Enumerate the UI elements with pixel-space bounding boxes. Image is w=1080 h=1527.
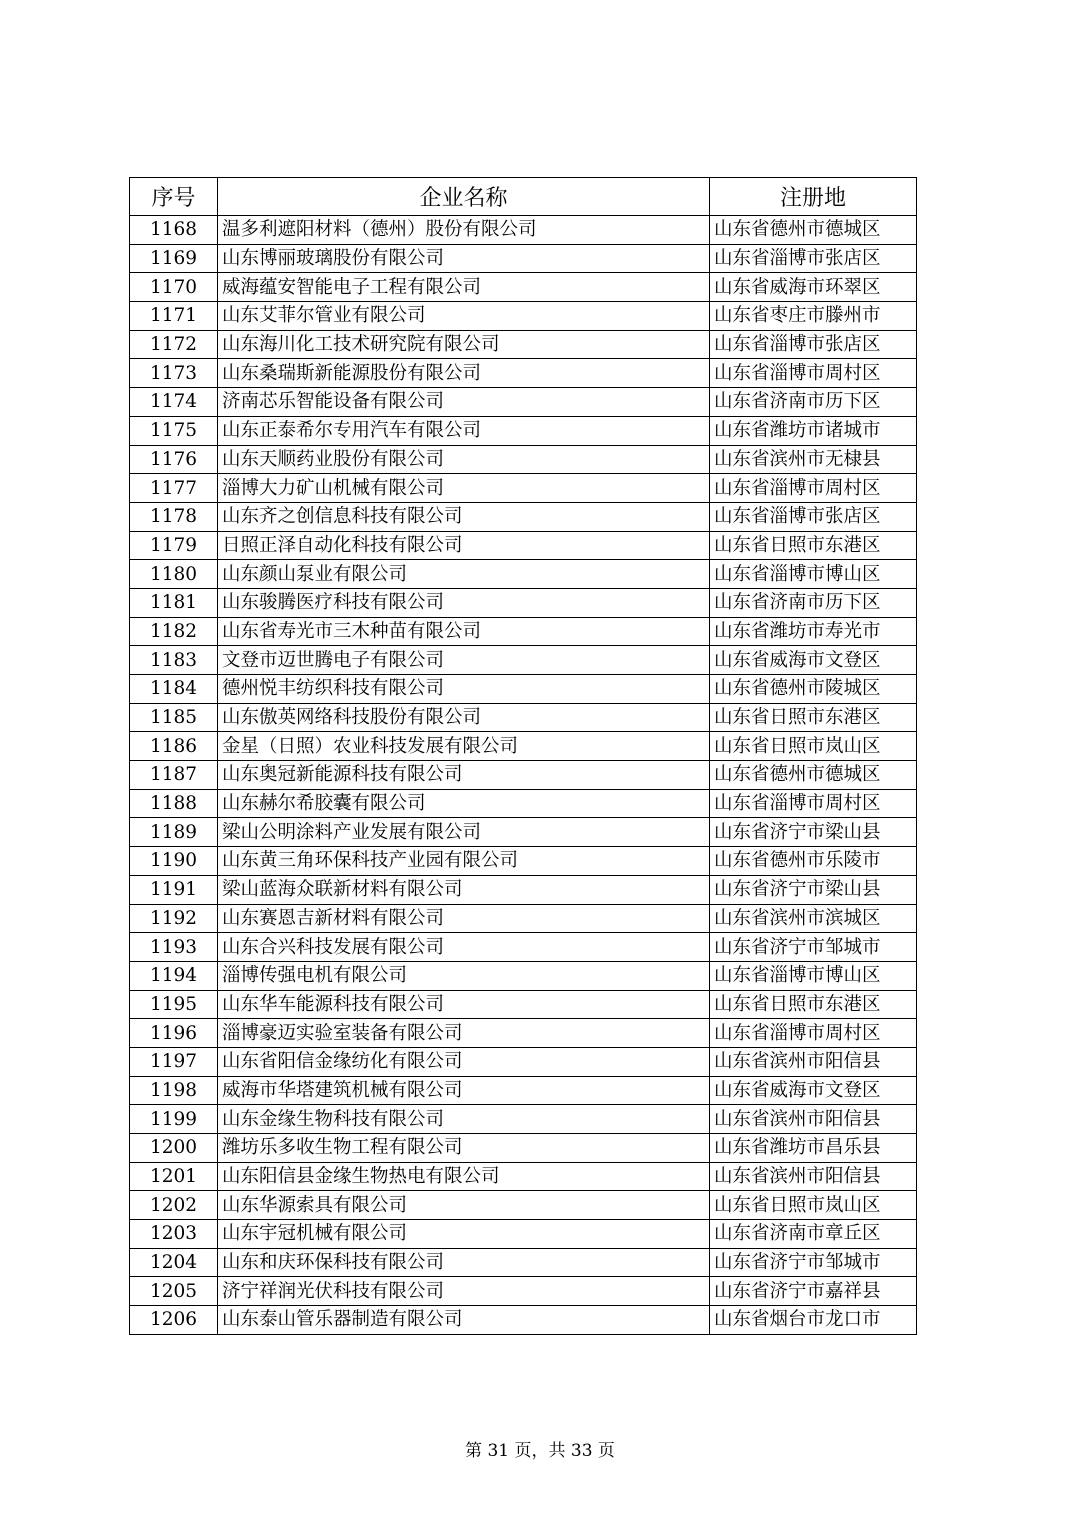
cell-region: 山东省潍坊市诸城市	[710, 416, 917, 445]
cell-company-name: 山东齐之创信息科技有限公司	[218, 502, 710, 531]
table-row	[130, 1191, 917, 1220]
table-row	[130, 273, 917, 302]
cell-company-name: 梁山蓝海众联新材料有限公司	[218, 875, 710, 904]
cell-region: 山东省济南市历下区	[710, 388, 917, 417]
cell-seq: 1174	[130, 388, 218, 417]
table-row	[130, 732, 917, 761]
cell-seq: 1204	[130, 1248, 218, 1277]
table-row	[130, 675, 917, 704]
table-row	[130, 531, 917, 560]
cell-seq: 1172	[130, 330, 218, 359]
cell-seq: 1179	[130, 531, 218, 560]
header-name: 企业名称	[218, 178, 710, 216]
table-row	[130, 502, 917, 531]
cell-company-name: 山东省寿光市三木种苗有限公司	[218, 617, 710, 646]
cell-company-name: 威海蕴安智能电子工程有限公司	[218, 273, 710, 302]
cell-company-name: 淄博传强电机有限公司	[218, 961, 710, 990]
cell-seq: 1195	[130, 990, 218, 1019]
cell-seq: 1191	[130, 875, 218, 904]
cell-company-name: 山东华源索具有限公司	[218, 1191, 710, 1220]
table-row	[130, 588, 917, 617]
cell-company-name: 山东合兴科技发展有限公司	[218, 933, 710, 962]
table-row	[130, 1220, 917, 1249]
table-row	[130, 302, 917, 331]
cell-region: 山东省淄博市周村区	[710, 1019, 917, 1048]
table-row	[130, 1019, 917, 1048]
cell-company-name: 山东正泰希尔专用汽车有限公司	[218, 416, 710, 445]
table-row	[130, 1277, 917, 1306]
cell-company-name: 山东省阳信金缘纺化有限公司	[218, 1047, 710, 1076]
cell-seq: 1186	[130, 732, 218, 761]
cell-company-name: 山东颜山泵业有限公司	[218, 560, 710, 589]
cell-region: 山东省威海市文登区	[710, 1076, 917, 1105]
cell-seq: 1203	[130, 1220, 218, 1249]
cell-seq: 1181	[130, 588, 218, 617]
table-row	[130, 388, 917, 417]
table-row	[130, 933, 917, 962]
cell-company-name: 威海市华塔建筑机械有限公司	[218, 1076, 710, 1105]
cell-seq: 1173	[130, 359, 218, 388]
cell-seq: 1188	[130, 789, 218, 818]
cell-company-name: 山东海川化工技术研究院有限公司	[218, 330, 710, 359]
table-row	[130, 359, 917, 388]
cell-company-name: 山东奥冠新能源科技有限公司	[218, 761, 710, 790]
cell-company-name: 梁山公明涂料产业发展有限公司	[218, 818, 710, 847]
cell-seq: 1169	[130, 244, 218, 273]
cell-seq: 1183	[130, 646, 218, 675]
cell-region: 山东省淄博市张店区	[710, 244, 917, 273]
cell-company-name: 文登市迈世腾电子有限公司	[218, 646, 710, 675]
cell-region: 山东省德州市陵城区	[710, 675, 917, 704]
cell-seq: 1199	[130, 1105, 218, 1134]
table-row	[130, 961, 917, 990]
cell-region: 山东省济宁市邹城市	[710, 1248, 917, 1277]
cell-seq: 1187	[130, 761, 218, 790]
table-row	[130, 904, 917, 933]
table-row	[130, 646, 917, 675]
cell-seq: 1182	[130, 617, 218, 646]
table-row	[130, 818, 917, 847]
cell-company-name: 山东傲英网络科技股份有限公司	[218, 703, 710, 732]
table-row	[130, 1162, 917, 1191]
cell-region: 山东省淄博市博山区	[710, 961, 917, 990]
table-row	[130, 1248, 917, 1277]
cell-company-name: 山东艾菲尔管业有限公司	[218, 302, 710, 331]
cell-region: 山东省滨州市阳信县	[710, 1162, 917, 1191]
cell-company-name: 山东骏腾医疗科技有限公司	[218, 588, 710, 617]
cell-region: 山东省济宁市梁山县	[710, 875, 917, 904]
cell-region: 山东省枣庄市滕州市	[710, 302, 917, 331]
cell-seq: 1180	[130, 560, 218, 589]
cell-region: 山东省日照市东港区	[710, 703, 917, 732]
cell-region: 山东省滨州市阳信县	[710, 1047, 917, 1076]
cell-region: 山东省济宁市邹城市	[710, 933, 917, 962]
cell-region: 山东省烟台市龙口市	[710, 1306, 917, 1335]
cell-seq: 1205	[130, 1277, 218, 1306]
cell-region: 山东省淄博市周村区	[710, 474, 917, 503]
table-row	[130, 847, 917, 876]
cell-region: 山东省威海市文登区	[710, 646, 917, 675]
cell-company-name: 潍坊乐多收生物工程有限公司	[218, 1134, 710, 1163]
cell-region: 山东省德州市乐陵市	[710, 847, 917, 876]
table-row	[130, 416, 917, 445]
cell-region: 山东省滨州市无棣县	[710, 445, 917, 474]
cell-seq: 1206	[130, 1306, 218, 1335]
table-row	[130, 617, 917, 646]
table-row	[130, 875, 917, 904]
table-row	[130, 1306, 917, 1335]
table-row	[130, 703, 917, 732]
table-row	[130, 474, 917, 503]
cell-company-name: 山东赫尔希胶囊有限公司	[218, 789, 710, 818]
table-row	[130, 1134, 917, 1163]
cell-region: 山东省滨州市阳信县	[710, 1105, 917, 1134]
cell-region: 山东省德州市德城区	[710, 216, 917, 245]
cell-seq: 1170	[130, 273, 218, 302]
cell-region: 山东省德州市德城区	[710, 761, 917, 790]
cell-company-name: 金星（日照）农业科技发展有限公司	[218, 732, 710, 761]
cell-company-name: 山东阳信县金缘生物热电有限公司	[218, 1162, 710, 1191]
cell-company-name: 山东和庆环保科技有限公司	[218, 1248, 710, 1277]
table-row	[130, 445, 917, 474]
cell-company-name: 山东天顺药业股份有限公司	[218, 445, 710, 474]
cell-seq: 1171	[130, 302, 218, 331]
cell-seq: 1197	[130, 1047, 218, 1076]
cell-region: 山东省日照市东港区	[710, 531, 917, 560]
cell-company-name: 山东宇冠机械有限公司	[218, 1220, 710, 1249]
cell-region: 山东省日照市岚山区	[710, 732, 917, 761]
table-row	[130, 761, 917, 790]
cell-region: 山东省滨州市滨城区	[710, 904, 917, 933]
cell-region: 山东省济宁市嘉祥县	[710, 1277, 917, 1306]
cell-region: 山东省潍坊市昌乐县	[710, 1134, 917, 1163]
cell-seq: 1175	[130, 416, 218, 445]
table-row	[130, 1076, 917, 1105]
cell-seq: 1201	[130, 1162, 218, 1191]
cell-region: 山东省济宁市梁山县	[710, 818, 917, 847]
cell-company-name: 山东博丽玻璃股份有限公司	[218, 244, 710, 273]
cell-company-name: 山东华车能源科技有限公司	[218, 990, 710, 1019]
table-row	[130, 1105, 917, 1134]
cell-company-name: 山东泰山管乐器制造有限公司	[218, 1306, 710, 1335]
cell-company-name: 温多利遮阳材料（德州）股份有限公司	[218, 216, 710, 245]
cell-seq: 1176	[130, 445, 218, 474]
cell-region: 山东省日照市东港区	[710, 990, 917, 1019]
table-row	[130, 216, 917, 245]
cell-region: 山东省淄博市张店区	[710, 330, 917, 359]
cell-seq: 1202	[130, 1191, 218, 1220]
enterprise-table	[129, 177, 917, 1335]
cell-company-name: 济宁祥润光伏科技有限公司	[218, 1277, 710, 1306]
cell-region: 山东省淄博市博山区	[710, 560, 917, 589]
cell-region: 山东省淄博市周村区	[710, 789, 917, 818]
table-row	[130, 789, 917, 818]
cell-region: 山东省淄博市周村区	[710, 359, 917, 388]
cell-region: 山东省日照市岚山区	[710, 1191, 917, 1220]
table-body	[130, 216, 917, 1335]
cell-region: 山东省济南市历下区	[710, 588, 917, 617]
cell-company-name: 济南芯乐智能设备有限公司	[218, 388, 710, 417]
table-row	[130, 990, 917, 1019]
cell-region: 山东省济南市章丘区	[710, 1220, 917, 1249]
cell-seq: 1185	[130, 703, 218, 732]
header-seq: 序号	[130, 178, 218, 216]
table-row	[130, 560, 917, 589]
cell-company-name: 淄博大力矿山机械有限公司	[218, 474, 710, 503]
header-region: 注册地	[710, 178, 917, 216]
cell-seq: 1177	[130, 474, 218, 503]
cell-seq: 1196	[130, 1019, 218, 1048]
table-row	[130, 1047, 917, 1076]
cell-company-name: 德州悦丰纺织科技有限公司	[218, 675, 710, 704]
cell-seq: 1194	[130, 961, 218, 990]
cell-company-name: 淄博豪迈实验室装备有限公司	[218, 1019, 710, 1048]
cell-seq: 1198	[130, 1076, 218, 1105]
cell-company-name: 山东黄三角环保科技产业园有限公司	[218, 847, 710, 876]
cell-region: 山东省淄博市张店区	[710, 502, 917, 531]
cell-seq: 1168	[130, 216, 218, 245]
cell-company-name: 山东赛恩吉新材料有限公司	[218, 904, 710, 933]
table-row	[130, 244, 917, 273]
cell-seq: 1200	[130, 1134, 218, 1163]
cell-seq: 1192	[130, 904, 218, 933]
cell-company-name: 山东桑瑞斯新能源股份有限公司	[218, 359, 710, 388]
table-header-row	[130, 178, 917, 216]
table-row	[130, 330, 917, 359]
cell-seq: 1190	[130, 847, 218, 876]
page-footer: 第 31 页，共 33 页	[465, 1441, 615, 1461]
cell-company-name: 山东金缘生物科技有限公司	[218, 1105, 710, 1134]
cell-region: 山东省潍坊市寿光市	[710, 617, 917, 646]
cell-seq: 1189	[130, 818, 218, 847]
cell-seq: 1184	[130, 675, 218, 704]
cell-seq: 1193	[130, 933, 218, 962]
cell-company-name: 日照正泽自动化科技有限公司	[218, 531, 710, 560]
cell-region: 山东省威海市环翠区	[710, 273, 917, 302]
cell-seq: 1178	[130, 502, 218, 531]
